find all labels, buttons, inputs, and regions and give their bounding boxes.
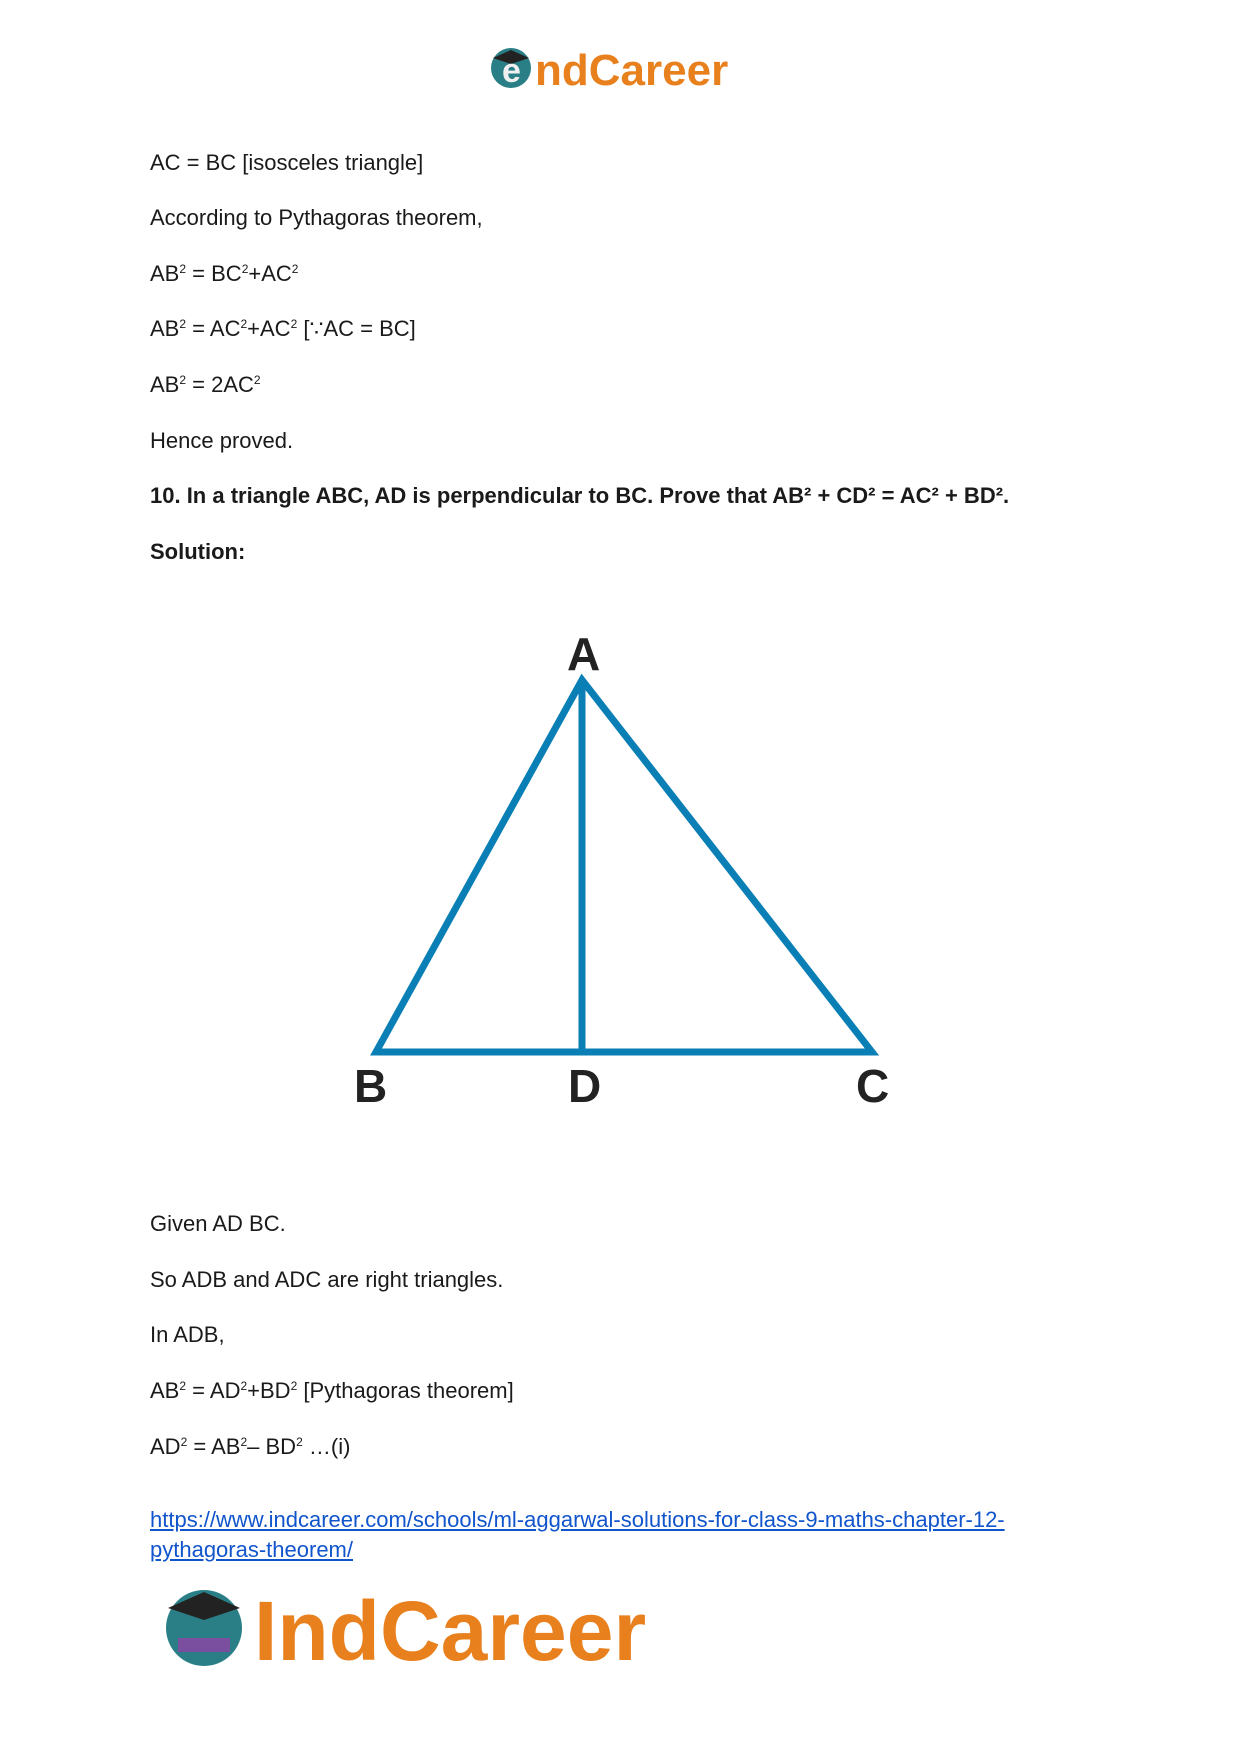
solution-label: Solution: xyxy=(150,539,246,564)
hence-proved: Hence proved. xyxy=(150,428,294,453)
logo-e-letter: e xyxy=(502,52,521,90)
right-triangles-statement: So ADB and ADC are right triangles. xyxy=(150,1267,504,1292)
indcareer-logo-top[interactable] xyxy=(487,40,767,96)
label-d: D xyxy=(568,1060,602,1110)
equation-ab-2ac: $AB^2 = 2AC^2$ xyxy=(150,372,261,397)
triangle-abc xyxy=(376,680,872,1052)
pythagoras-intro: According to Pythagoras theorem, xyxy=(150,205,483,230)
label-a: A xyxy=(567,628,601,680)
equation-ab-ac-ac: $AB^2 = AC^2+AC^2$ [∵AC = BC] xyxy=(150,316,416,341)
books-icon xyxy=(178,1638,230,1652)
source-link[interactable]: https://www.indcareer.com/schools/ml-aggarwal-solutions-for-class-9-maths-chapter-12-pythagoras-theorem/ xyxy=(150,1507,1005,1562)
equation-ab-ad-bd: $AB^2 = AD^2+BD^2$ [Pythagoras theorem] xyxy=(150,1378,514,1403)
triangle-diagram xyxy=(340,620,900,1110)
in-adb-label: In ADB, xyxy=(150,1322,225,1347)
equation-ab-bc-ac: $AB^2 = BC^2+AC^2$ xyxy=(150,261,299,286)
question-10: 10. In a triangle ABC, AD is perpendicular to BC. Prove that AB² + CD² = AC² + BD². xyxy=(150,483,1010,508)
given-statement: Given AD BC. xyxy=(150,1211,286,1236)
equation-ad-ab-bd: $AD^2 = AB^2-$ $BD^2$ …(i) xyxy=(150,1434,351,1459)
isosceles-statement: AC = BC [isosceles triangle] xyxy=(150,150,424,175)
indcareer-logo-bottom[interactable] xyxy=(160,1578,700,1674)
logo-wordmark: IndCareer xyxy=(254,1584,647,1674)
logo-wordmark: ndCareer xyxy=(535,46,729,95)
label-c: C xyxy=(856,1060,890,1110)
label-b: B xyxy=(354,1060,388,1110)
